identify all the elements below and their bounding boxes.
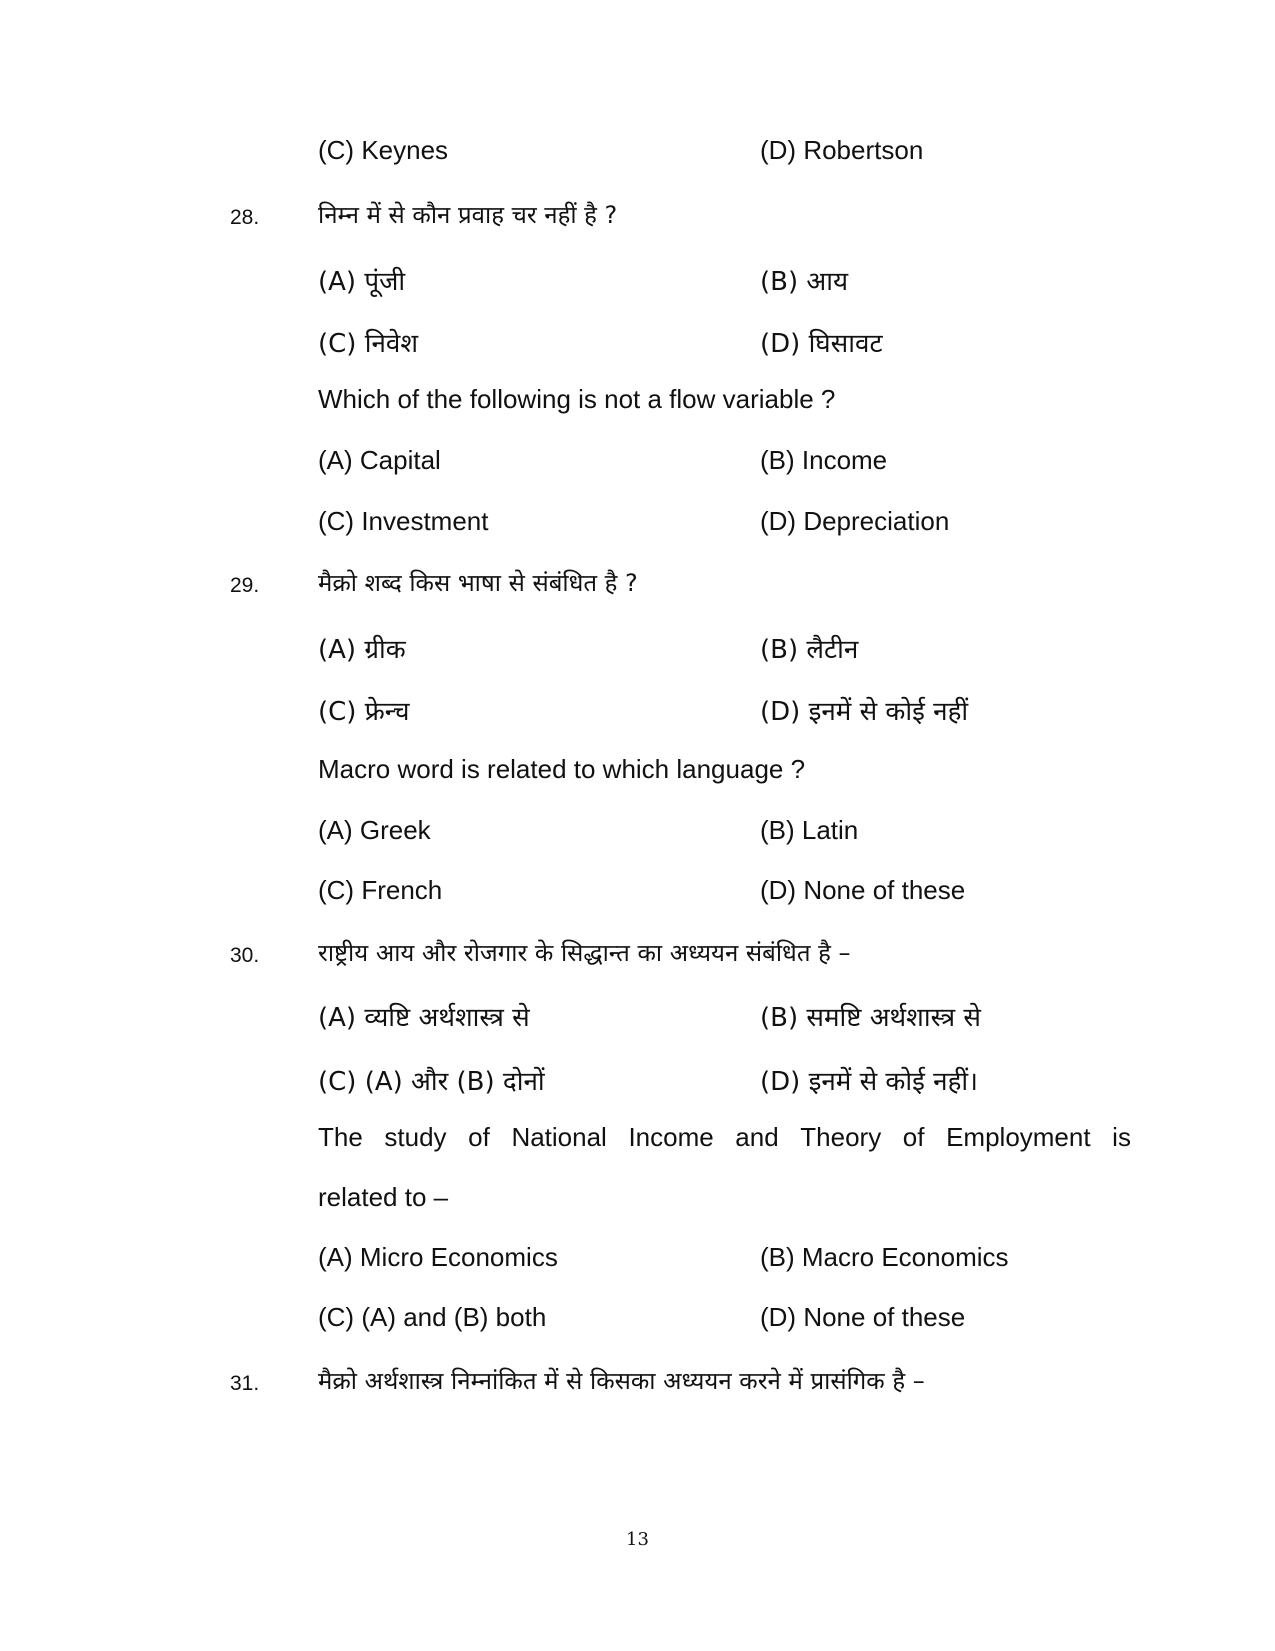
option-c: (C) निवेश xyxy=(318,329,419,359)
q28-hindi-options-ab xyxy=(0,262,1275,302)
q30-hindi-options-ab xyxy=(0,998,1275,1038)
option-b: (B) Macro Economics xyxy=(760,1242,1009,1272)
option-b: (B) आय xyxy=(760,267,849,297)
question-29-english xyxy=(0,754,1275,794)
option-d: (D) Depreciation xyxy=(760,506,950,536)
q29-hindi-options-cd xyxy=(0,692,1275,732)
option-d: (D) घिसावट xyxy=(760,329,883,359)
q28-english-options-ab xyxy=(0,445,1275,485)
option-a: (A) Micro Economics xyxy=(318,1242,558,1272)
option-c: (C) (A) और (B) दोनों xyxy=(318,1067,545,1097)
q28-hindi-options-cd xyxy=(0,324,1275,364)
question-text-hindi: राष्ट्रीय आय और रोजगार के सिद्धान्त का अध्ययन संबंधित है – xyxy=(318,939,851,967)
word: study xyxy=(384,1122,447,1152)
question-number: 31. xyxy=(230,1372,260,1395)
option-a: (A) व्यष्टि अर्थशास्त्र से xyxy=(318,1003,530,1033)
word: of xyxy=(902,1122,925,1152)
q30-hindi-options-cd xyxy=(0,1062,1275,1102)
question-text-english: Macro word is related to which language ? xyxy=(318,754,806,784)
question-text-hindi: निम्न में से कौन प्रवाह चर नहीं है ? xyxy=(318,201,618,229)
word: The xyxy=(318,1122,363,1152)
word: Theory xyxy=(800,1122,882,1152)
word: Income xyxy=(628,1122,714,1152)
question-number: 28. xyxy=(230,206,260,229)
option-a: (A) ग्रीक xyxy=(318,635,406,665)
question-29-hindi xyxy=(0,566,1275,606)
option-a: (A) Capital xyxy=(318,445,441,475)
q29-hindi-options-ab xyxy=(0,630,1275,670)
word: is xyxy=(1112,1122,1131,1152)
option-c: (C) Keynes xyxy=(318,135,449,165)
q30-english-options-ab xyxy=(0,1242,1275,1282)
question-30-english-line-1 xyxy=(0,1122,1275,1162)
option-b: (B) Latin xyxy=(760,815,859,845)
question-text-hindi: मैक्रो अर्थशास्त्र निम्नांकित में से किसका अध्ययन करने में प्रासंगिक है – xyxy=(318,1367,925,1395)
page-number: 13 xyxy=(626,1529,649,1550)
justified-question-text xyxy=(318,1122,1131,1153)
question-30-hindi xyxy=(0,936,1275,976)
q28-english-options-cd xyxy=(0,506,1275,546)
word: and xyxy=(735,1122,779,1152)
question-30-english-line-2 xyxy=(0,1182,1275,1222)
option-b: (B) Income xyxy=(760,445,888,475)
q29-english-options-ab xyxy=(0,815,1275,855)
word: National xyxy=(511,1122,607,1152)
option-c: (C) French xyxy=(318,875,443,905)
q30-english-options-cd xyxy=(0,1302,1275,1342)
option-d: (D) इनमें से कोई नहीं xyxy=(760,697,969,727)
option-a: (A) Greek xyxy=(318,815,431,845)
option-d: (D) Robertson xyxy=(760,135,924,165)
option-c: (C) (A) and (B) both xyxy=(318,1302,547,1332)
question-31-hindi xyxy=(0,1364,1275,1404)
question-text-hindi: मैक्रो शब्द किस भाषा से संबंधित है ? xyxy=(318,569,638,597)
option-c: (C) Investment xyxy=(318,506,489,536)
question-number: 30. xyxy=(230,944,260,967)
option-d: (D) None of these xyxy=(760,875,966,905)
question-28-hindi xyxy=(0,198,1275,238)
question-text-english: related to – xyxy=(318,1182,449,1212)
option-c: (C) फ्रेन्च xyxy=(318,697,410,727)
options-row-cd xyxy=(0,135,1275,175)
q29-english-options-cd xyxy=(0,875,1275,915)
option-d: (D) इनमें से कोई नहीं। xyxy=(760,1067,978,1097)
word: of xyxy=(468,1122,490,1152)
question-text-english: Which of the following is not a flow variable ? xyxy=(318,384,836,414)
option-a: (A) पूंजी xyxy=(318,267,406,297)
question-28-english xyxy=(0,384,1275,424)
word: Employment xyxy=(946,1122,1091,1152)
option-d: (D) None of these xyxy=(760,1302,966,1332)
question-number: 29. xyxy=(230,574,260,597)
option-b: (B) समष्टि अर्थशास्त्र से xyxy=(760,1003,981,1033)
option-b: (B) लैटीन xyxy=(760,635,859,665)
